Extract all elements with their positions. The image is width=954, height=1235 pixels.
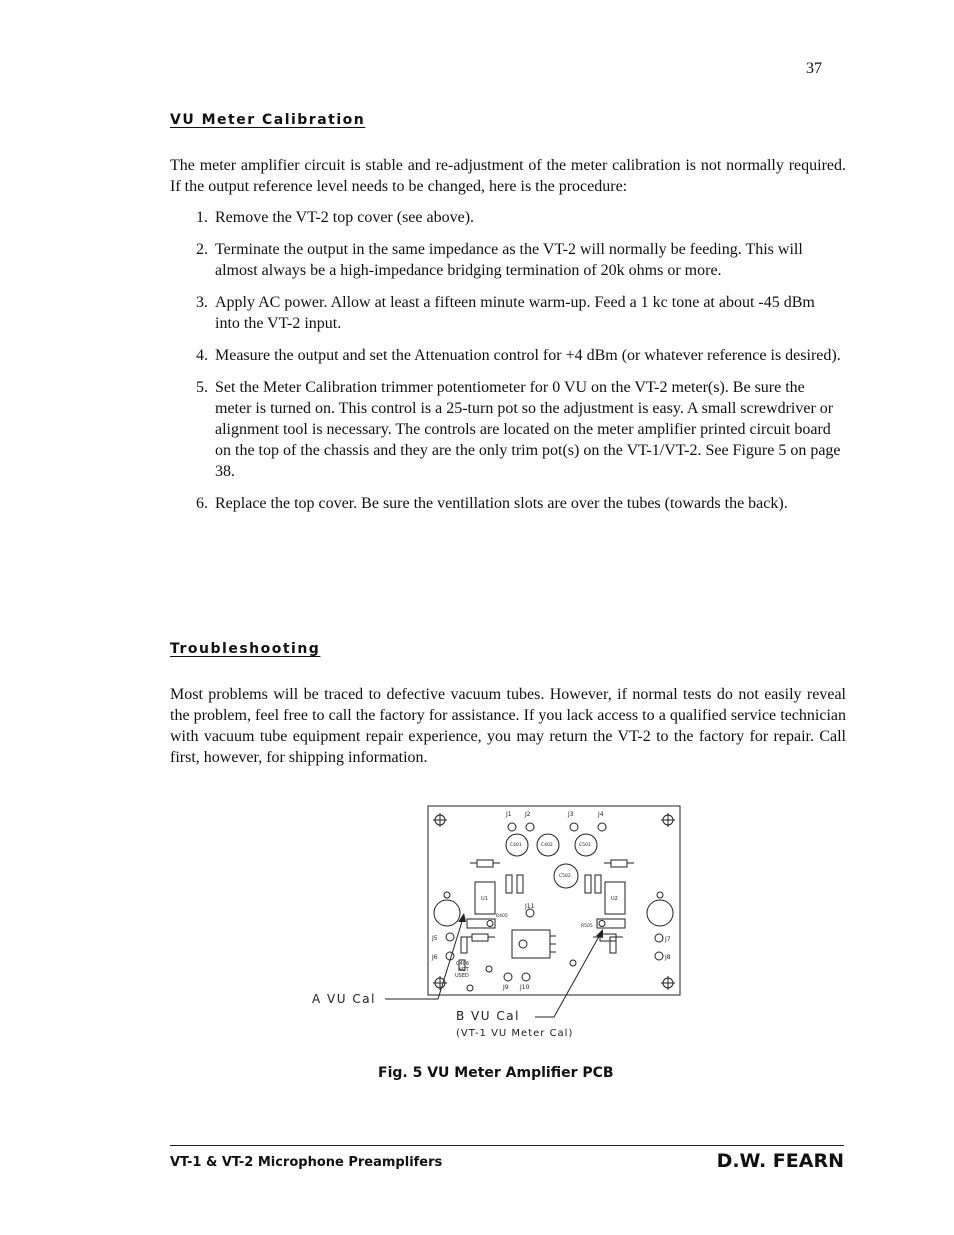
- calibration-heading: VU Meter Calibration: [170, 112, 366, 128]
- callout-a-label: A VU Cal: [312, 992, 376, 1006]
- jack-j5: [446, 933, 454, 941]
- step-text: Replace the top cover. Be sure the ventillation slots are over the tubes (towards the back).: [215, 495, 788, 512]
- jack-j9: [504, 973, 512, 981]
- label-used: USED: [455, 973, 469, 979]
- meter-terminal-right: [647, 900, 673, 926]
- resistor: [506, 875, 512, 893]
- mounting-hole: [661, 976, 675, 990]
- label-c501: C501: [579, 843, 591, 848]
- step-text: Set the Meter Calibration trimmer potentiometer for 0 VU on the VT-2 meter(s). Be sure the meter is turned on. This control is a 25-turn pot so the adjustment is easy. A small screwdriver or alignment tool is necessary. The controls are located on the meter amplifier printed circuit board on the top of the chassis and they are the only trim pot(s) on the VT-1/VT-2. See Figure 5 on page 38.: [215, 379, 841, 480]
- label-j2: J2: [525, 811, 531, 818]
- step-item: [170, 493, 841, 514]
- step-number: 2.: [196, 241, 208, 258]
- step-number: 3.: [196, 294, 208, 311]
- resistor: [517, 875, 523, 893]
- label-u1: U1: [481, 896, 488, 902]
- label-c401: C401: [510, 843, 522, 848]
- step-number: 4.: [196, 347, 208, 364]
- mounting-hole: [433, 813, 447, 827]
- step-item: [170, 239, 841, 281]
- label-r405: R405: [496, 914, 508, 919]
- resistor: [611, 860, 627, 867]
- callout-b-sublabel: (VT-1 VU Meter Cal): [456, 1028, 574, 1039]
- footer-divider: [170, 1145, 844, 1146]
- label-j3: J3: [568, 811, 574, 818]
- step-text: Apply AC power. Allow at least a fifteen minute warm-up. Feed a 1 kc tone at about -45 dBm into the VT-2 input.: [215, 294, 815, 332]
- step-text: Terminate the output in the same impedance as the VT-2 will normally be feeding. This will almost always be a high-impedance bridging termination of 20k ohms or more.: [215, 241, 803, 279]
- resistor: [472, 934, 488, 941]
- label-not: NOT: [458, 967, 469, 973]
- figure-caption: Fig. 5 VU Meter Amplifier PCB: [378, 1065, 614, 1081]
- calibration-intro: The meter amplifier circuit is stable and re-adjustment of the meter calibration is not normally required. If the output reference level needs to be changed, here is the procedure:: [170, 157, 846, 195]
- resistor: [595, 875, 601, 893]
- jack-j11: [526, 909, 534, 917]
- resistor: [585, 875, 591, 893]
- label-j4: J4: [598, 811, 604, 818]
- jack-j4: [598, 823, 606, 831]
- troubleshooting-body: Most problems will be traced to defective vacuum tubes. However, if normal tests do not easily reveal the problem, feel free to call the factory for assistance. If you lack access to a qualified service technician with vacuum tube equipment repair experience, you may return the VT-2 to the factory for repair. Call first, however, for shipping information.: [170, 686, 846, 766]
- step-text: Remove the VT-2 top cover (see above).: [215, 209, 475, 226]
- page-number: 37: [806, 60, 822, 77]
- regulator: [512, 930, 550, 958]
- jack-j3: [570, 823, 578, 831]
- label-c402: C402: [541, 843, 553, 848]
- label-j9: J9: [503, 984, 509, 991]
- step-item: [170, 292, 841, 334]
- label-u2: U2: [611, 896, 618, 902]
- callout-line-a: [385, 915, 464, 999]
- step-item: [170, 377, 841, 482]
- resistor: [610, 937, 616, 953]
- jack-j10: [522, 973, 530, 981]
- label-j6: J6: [432, 954, 438, 961]
- footer-title: VT-1 & VT-2 Microphone Preamplifers: [170, 1155, 443, 1170]
- callout-b-label: B VU Cal: [456, 1009, 520, 1023]
- step-item: [170, 345, 841, 366]
- jack-j1: [508, 823, 516, 831]
- jack-j8: [655, 952, 663, 960]
- label-j7: J7: [665, 936, 671, 943]
- label-j5: J5: [432, 935, 438, 942]
- resistor: [461, 937, 467, 953]
- troubleshooting-heading: Troubleshooting: [170, 641, 321, 657]
- step-text: Measure the output and set the Attenuation control for +4 dBm (or whatever reference is desired).: [215, 347, 841, 364]
- pcb-figure: [290, 800, 710, 1050]
- label-c406: C406: [456, 961, 470, 967]
- callout-line-b: [535, 931, 602, 1017]
- label-c502: C502: [559, 874, 571, 879]
- jack-j2: [526, 823, 534, 831]
- mounting-hole: [661, 813, 675, 827]
- label-j11: J11: [525, 903, 535, 910]
- calibration-steps: [170, 207, 846, 525]
- jack-j7: [655, 934, 663, 942]
- meter-terminal-left: [434, 900, 460, 926]
- label-j1: J1: [506, 811, 512, 818]
- label-j8: J8: [665, 954, 671, 961]
- step-number: 5.: [196, 379, 208, 396]
- step-number: 1.: [196, 209, 208, 226]
- label-j10: J10: [520, 984, 530, 991]
- footer-brand: D.W. FEARN: [716, 1150, 844, 1172]
- step-item: [170, 207, 841, 228]
- resistor: [477, 860, 493, 867]
- step-number: 6.: [196, 495, 208, 512]
- label-r505: R505: [581, 924, 593, 929]
